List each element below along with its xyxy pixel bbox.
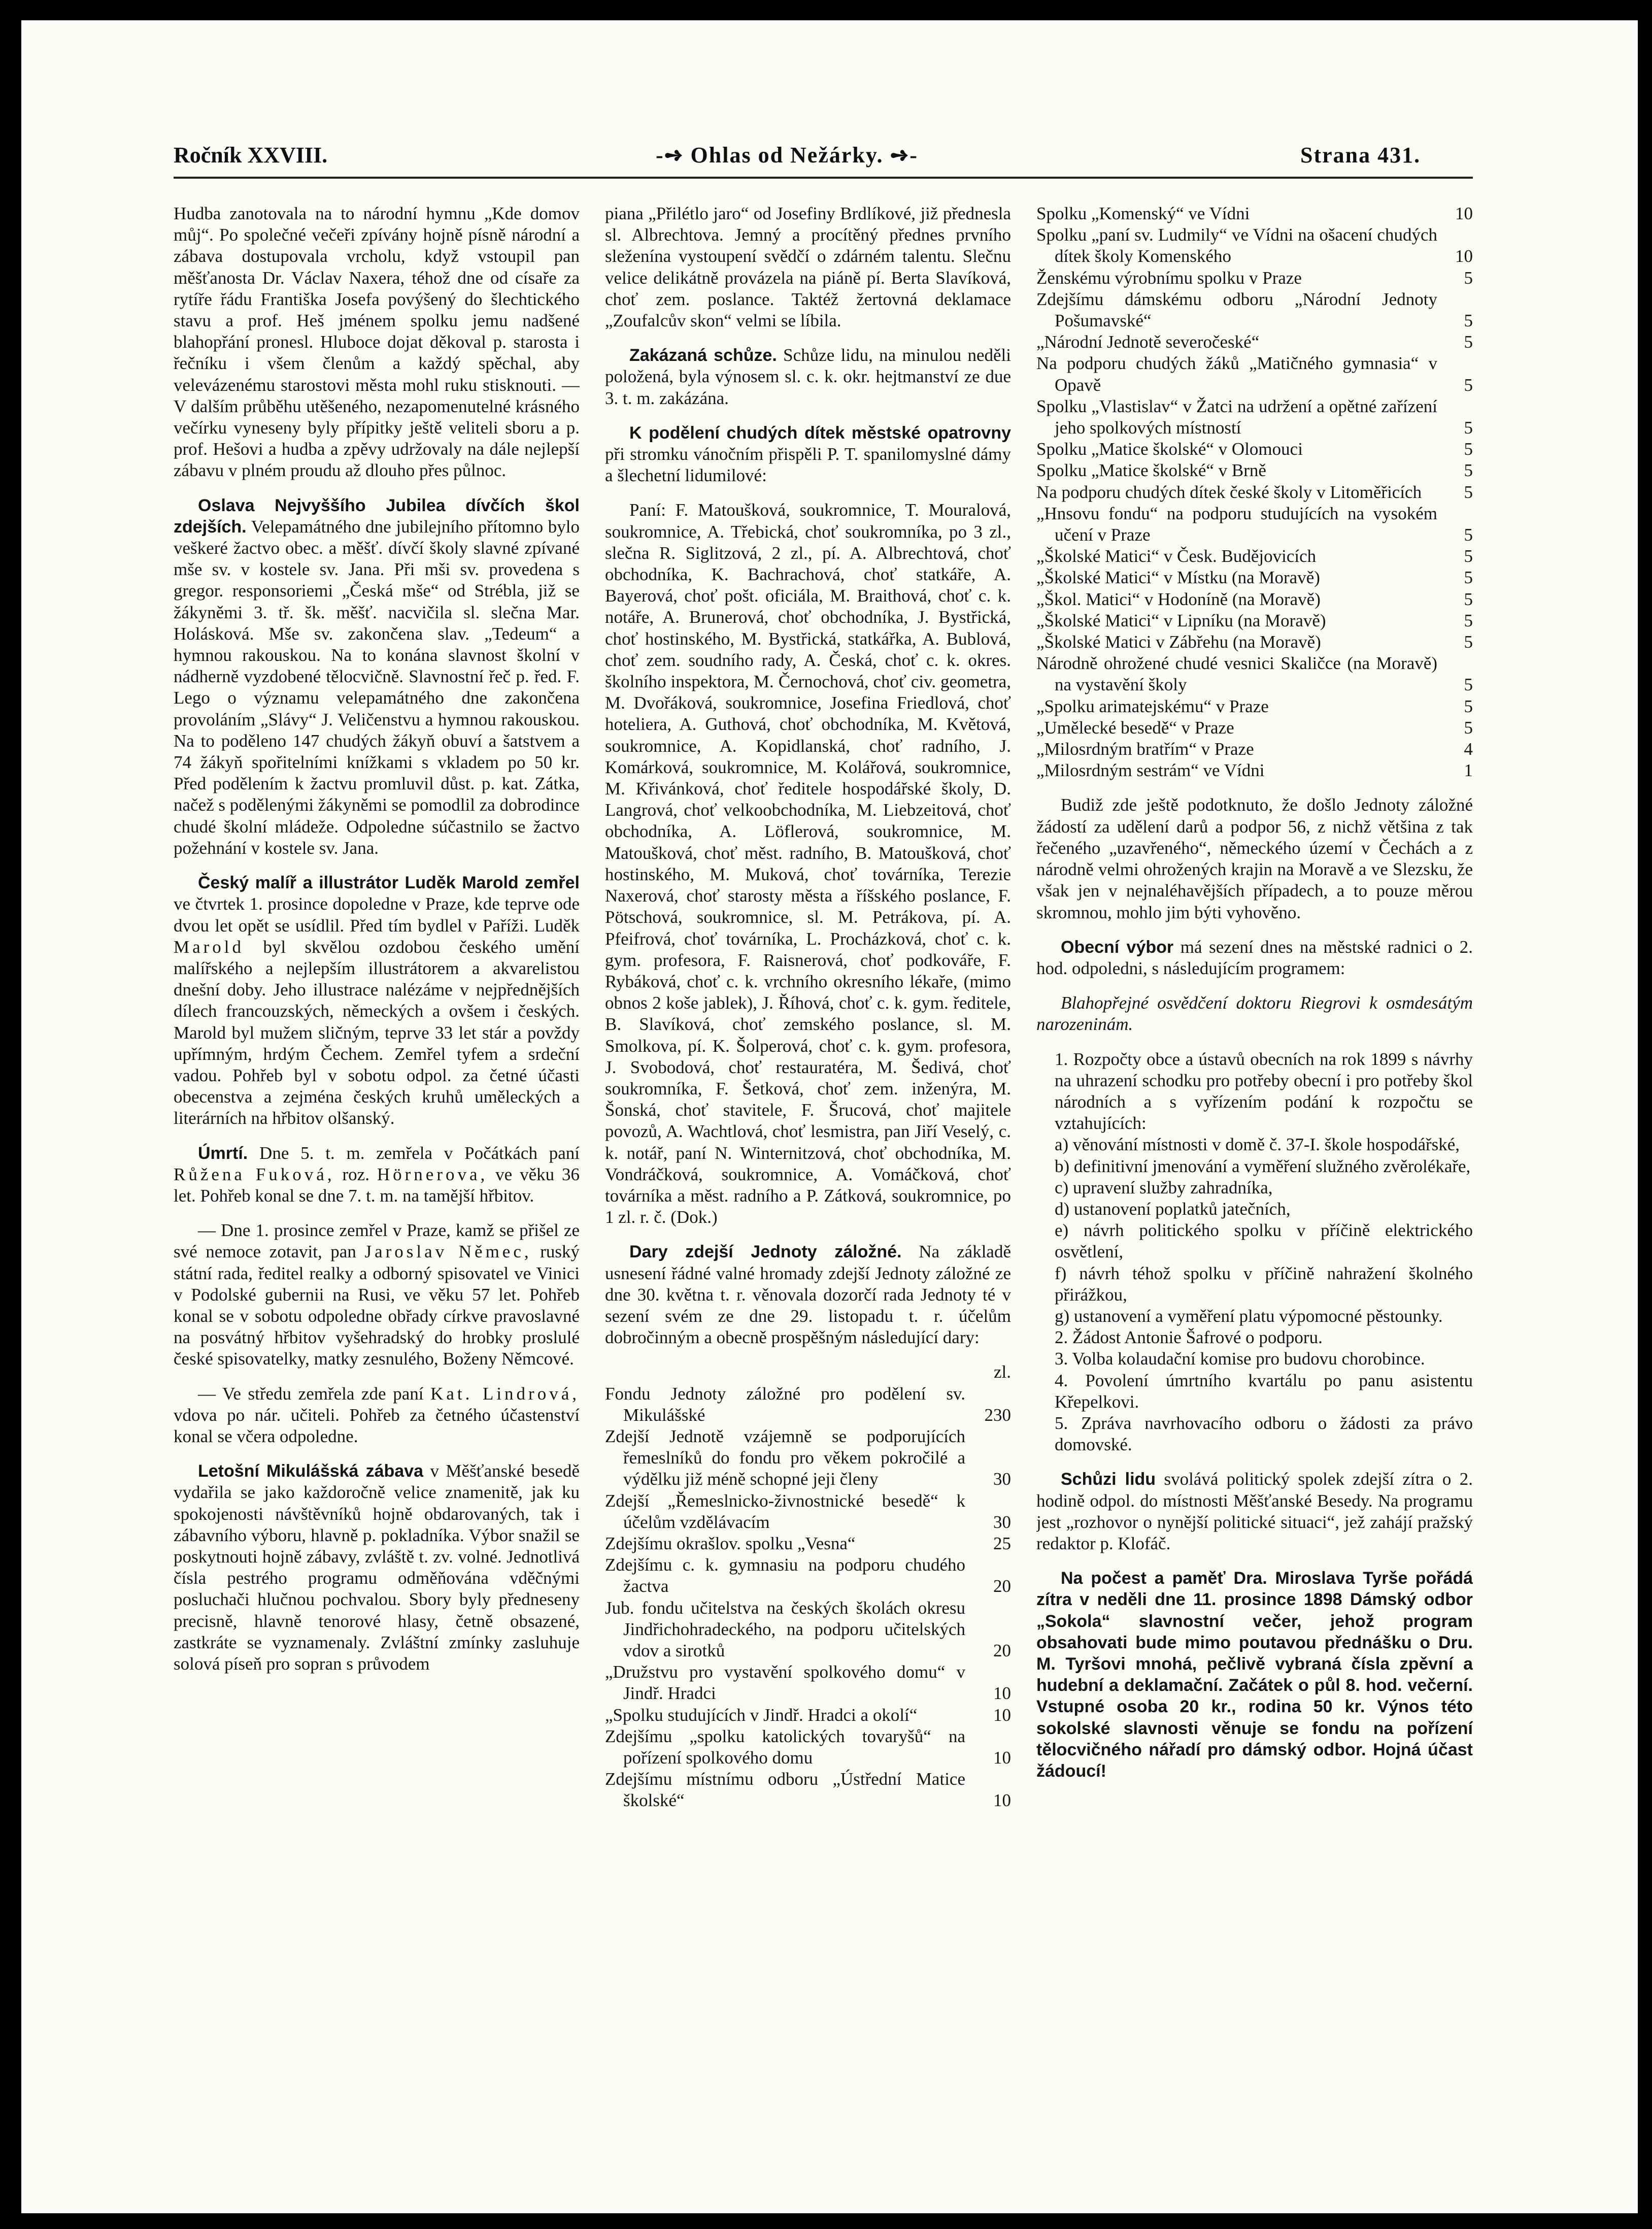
article-obecni-vybor [1036,937,1473,979]
donation-recipient: „Školské Matici“ v Místku (na Moravě) [1036,568,1320,588]
article-body: ruský státní rada, ředitel realky a odborný spisovatel ve Vinici v Podolské gubernii na Rusi, ve věku 57 let. Pohřeb konal se v sobotu odpoledne obřady církve pravoslavné na posvátný hřbitov vyšehradský do hrobky proslulé české spisovatelky, matky zesnulého, Boženy Němcové. [174,1242,580,1369]
donation-recipient: Spolku „paní sv. Ludmily“ ve Vídni na ošacení chudých dítek školy Komenského [1036,225,1437,267]
donation-recipient: Zdejší „Řemeslnicko-živnostnické besedě“ k účelům vzdělávacím [605,1490,965,1532]
donation-amount: 5 [1464,375,1473,395]
donation-recipient: Zdejšímu „spolku katolických tovaryšů“ na pořízení spolkového domu [605,1726,965,1768]
program-item: 2. Žádost Antonie Šafrové o podporu. [1055,1327,1323,1348]
donation-row [605,1426,1011,1490]
article-body: — Ve středu zemřela zde paní [198,1383,424,1404]
newspaper-title: -➺ Ohlas od Nežárky. ➺- [656,143,918,168]
article-body: v Měšťanské besedě vydařila se jako každoročně velice znamenitě, jak ku spokojenosti návštěvníků hojně obdarovaných, tak i zábavního výboru, hlavně p. pokladníka. Výbor snažil se poskytnouti hojně zábavy, zvláště t. zv. volné. Jednotlivá čísla pestrého programu odměňována vděčnými posluchači hlučnou pochvalou. Sbory byly předneseny precisně, hlavně tenorové hlasy, četně obsazené, zastkráte se vyznamenaly. Zvláštní zmínky zasluhuje solová píseň pro sopran s průvodem [174,1461,580,1674]
donation-amount: 4 [1464,739,1473,759]
donation-row [1036,203,1473,224]
donation-row [605,1598,1011,1662]
donation-recipient: Zdejší Jednotě vzájemně se podporujících řemeslníků do fondu pro věkem pokročilé a výdělku již méně schopné jeji členy [605,1426,965,1489]
article-heading: Letošní Mikulášská zábava [198,1461,424,1481]
article-body: svolává politický spolek zdejší zítra o 2. hodině odpol. do místnosti Měšťanské Besedy. Na programu jest „rozhovor o nynější politické situaci“, jež zahájí pražský redaktor p. Klofáč. [1036,1469,1473,1553]
program-item: d) ustanovení poplatků jatečních, [1055,1199,1291,1219]
article-body: — Dne 1. prosince zemřel v Praze, kamž se přišel ze své nemoce zotavit, pan [174,1220,580,1262]
donation-recipient: Fondu Jednoty záložné pro podělení sv. Mikulášské [605,1383,965,1425]
donation-row [1036,353,1473,395]
article-heading: Obecní výbor [1061,937,1174,957]
donation-row [605,1490,1011,1533]
donation-amount: 5 [1464,439,1473,459]
donation-list [605,1383,1011,1812]
donation-recipient: Národně ohrožené chudé vesnici Skaličce (na Moravě) na vystavění školy [1036,653,1437,695]
article-body: ve věku 36 let. Pohřeb konal se dne 7. t. m. na tamější hřbitov. [174,1164,580,1206]
program-item: 3. Volba kolaudační komise pro budovu chorobince. [1055,1349,1425,1369]
donation-recipient: Zdejšímu dámskému odboru „Národní Jednoty Pošumavské“ [1036,289,1437,331]
article-paragraph [174,1220,580,1370]
donation-recipient: Na podporu chudých žáků „Matičného gymnasia“ v Opavě [1036,353,1437,395]
donation-row [1036,331,1473,353]
page-header [21,127,1638,183]
column-3 [1036,203,1473,2091]
donation-recipient: Spolku „Matice školské“ v Brně [1036,460,1266,481]
donation-recipient: Spolku „Matice školské“ v Olomouci [1036,439,1303,459]
article-body: Na základě usnesení řádné valné hromady zdejší Jednoty záložné ze dne 30. května t. r. věnovala dozorčí rada Jednoty té v sezení svém ze dne 29. listopadu t. r. účelům dobročinným a obecně prospěšným následující dary: [605,1242,1011,1348]
donation-row [1036,696,1473,717]
donation-row [605,1533,1011,1554]
article-podeleni [605,422,1011,487]
donation-recipient: „Hnsovu fondu“ na podporu studujících na vysokém učení v Praze [1036,503,1437,545]
donation-recipient: „Milosrdným sestrám“ ve Vídni [1036,760,1265,781]
donation-recipient: „Spolku arimatejskému“ v Praze [1036,696,1269,716]
donation-amount: 5 [1464,610,1473,630]
donation-amount: 10 [993,1683,1011,1704]
article-heading: Oslava Nejvyššího Jubilea dívčích škol zdejších. [174,495,580,537]
article-dary [605,1241,1011,1348]
donation-amount: 5 [1464,311,1473,331]
donation-row [1036,396,1473,439]
spaced-name: Hörnerova, [377,1164,488,1184]
donation-row [605,1769,1011,1811]
donation-amount: 25 [993,1533,1011,1553]
program-item: c) upravení služby zahradníka, [1055,1177,1273,1197]
donation-row [605,1726,1011,1769]
donation-row [1036,589,1473,610]
article-zakazana [605,345,1011,409]
donation-recipient: „Družstvu pro vystavění spolkového domu“ v Jindř. Hradci [605,1662,965,1704]
article-body: má sezení dnes na městské radnici o 2. hod. odpoledni, s následujícím programem: [1036,937,1473,978]
program-item: a) věnování místnosti v domě č. 37-I. škole hospodářské, [1055,1135,1460,1155]
currency-unit: zl. [993,1362,1011,1382]
article-body: Velepamátného dne jubilejního přítomno bylo veškeré žactvo obec. a měšť. dívčí školy slavné zpívané mše sv. v kostele sv. Jana. Při mši sv. provedena s gregor. responsoriemi „Česká mše“ od Stréblа, již se žákyněmi 3. tř. šk. měšť. nacvičila sl. slečna Mar. Holásková. Mše sv. zakončena slav. „Tedeum“ a hymnou rakouskou. Na to konána slavnost školní v nádherně vyzdobené tělocvičně. Slavnostní řeč p. řed. F. Lego o významu velepamátného dne zakončena provoláním „Slávy“ J. Veličenstvu a hymnou rakouskou. Na to poděleno 147 chudých žákyň obuví a šatstvem a 74 žákyň spořitelními knížkami s vkladem po 50 kr. Před podělením k žactvu promluvil důst. p. kat. Zátka, načež s podělenými žákyněmi se pomodlil za dobrodince chudé školní mládeže. Odpoledne súčastnilo se žactvo požehnání v kostele sv. Jana. [174,516,580,858]
page-number: Strana 431. [1300,143,1421,168]
article-body: byl skvělou ozdobou českého umění malířského a nejlepším illustrátorem a akvarelistou dnešní doby. Jeho illustrace nalézáme v nejpřednějších dílech francouzských, německých a ovšem i českých. Marold byl mužem sličným, teprve 33 let stár a povždy upřímným, hrdým Čechem. Zemřel tyfem a srdeční vadou. Pohřeb byl v sobotu odpol. za četné účasti obecenstva a zejména českých kruhů uměleckých a literárních na hřbitov olšanský. [174,937,580,1128]
donation-amount: 20 [993,1641,1011,1660]
donation-row [1036,503,1473,546]
signature: (Dok.) [670,1207,718,1227]
donation-row [605,1661,1011,1704]
donation-recipient: „Národní Jednotě severočeské“ [1036,332,1260,352]
donation-row [1036,739,1473,760]
donation-amount: 1 [1464,760,1473,781]
article-heading: Na počest a paměť Dra. Miroslava Tyrše [1061,1569,1408,1588]
program-item: 5. Zpráva navrhovacího odboru o žádosti za právo domovské. [1055,1413,1473,1455]
donation-amount: 5 [1464,525,1473,545]
column-1 [174,203,580,2091]
donation-row [1036,610,1473,631]
spaced-name: Jaroslav Němec, [364,1242,532,1262]
article-heading: Úmrtí. [198,1143,248,1163]
donation-recipient: „Umělecké besedě“ v Praze [1036,717,1234,738]
donation-row [1036,631,1473,653]
article-heading: Zakázaná schůze. [629,346,777,365]
donation-recipient: Zdejšímu okrašlov. spolku „Vesna“ [605,1533,856,1553]
article-marold [174,872,580,1129]
donation-recipient: Na podporu chudých dítek české školy v Litoměřicích [1036,482,1422,502]
program-item: g) ustanovení a vyměření platu výpomocné pěstounky. [1055,1306,1443,1326]
donation-amount: 230 [984,1405,1011,1425]
donation-amount: 10 [993,1748,1011,1768]
donation-row [1036,289,1473,331]
donation-amount: 10 [993,1705,1011,1725]
donation-amount: 5 [1464,717,1473,738]
article-body: ve čtvrtek 1. prosince dopoledne v Praze, kde teprve ode dvou let opět se usídlil. Před tím bydlel v Paříži. Luděk [174,894,580,936]
article-body: Schůze lidu, na minulou neděli položená, byla výnosem sl. c. k. okr. hejtmanství ze due 3. t. m. zakázána. [605,345,1011,408]
volume-label: Ročník XXVIII. [174,143,328,168]
donation-amount: 10 [993,1790,1011,1811]
donation-amount: 5 [1464,460,1473,481]
donation-recipient: Zdejšímu c. k. gymnasiu na podporu chudého žactva [605,1555,965,1596]
article-body: Dne 5. t. m. zemřela v Počátkách paní [259,1143,580,1163]
article-heading: Schůzi lidu [1061,1470,1156,1489]
program-item: b) definitivní jmenování a vyměření služného zvěrolékaře, [1055,1156,1471,1176]
donation-amount: 5 [1464,568,1473,588]
donation-recipient: „Škol. Matici“ v Hodoníně (na Moravě) [1036,589,1321,609]
article-umrti [174,1143,580,1207]
donation-row [1036,760,1473,781]
article-oslava [174,495,580,859]
donation-amount: 5 [1464,268,1473,288]
spaced-name: Růžena Fuková, [174,1164,335,1184]
article-schuze [1036,1469,1473,1554]
donation-row [1036,268,1473,289]
article-body: pořádá zítra v neděli dne 11. prosince 1898 Dámský odbor „Sokola“ slavnostní večer, jehož program obsahovati bude mimo poutavou přednášku o Dru. M. Tyršovi mnohá, pečlivě vybraná čísla zpěvní a hudební a deklamační. Začátek o půl 8. hod. večerní. Vstupné osoba 20 kr., rodina 50 kr. Výnos této sokolské slavnosti věnuje se fondu na pořízení tělocvičného nářadí pro dámský odbor. Hojná účast žádoucí! [1036,1569,1473,1781]
donation-amount: 20 [993,1576,1011,1596]
program-list [1036,1049,1473,1456]
article-paragraph: Budiž zde ještě podotknuto, že došlo Jednoty záložné žádostí za udělení darů a podpor 56, z nichž většina z tak řečeného „uzavřeného“, německého území v Čechách a z národně velmi ohrožených krajin na Moravě a ve Slezsku, že však jen v nejnaléhavějších případech, a to pouze měrou skromnou, mohlo jim býti vyhověno. [1036,795,1473,922]
article-body: vdova po nár. učiteli. Pohřeb za četného účastenství konal se včera odpoledne. [174,1405,580,1446]
donation-recipient: Spolku „Komenský“ ve Vídni [1036,204,1250,223]
header-rule [174,177,1473,179]
article-heading: Český malíř a illustrátor Luděk Marold zemřel [198,873,580,893]
donation-amount: 5 [1464,482,1473,502]
donation-amount: 5 [1464,546,1473,567]
donation-recipient: Jub. fondu učitelstva na českých školách okresu Jindřichohradeckého, na podporu učitelských vdov a sirotků [605,1598,965,1660]
program-item: e) návrh politického spolku v příčině elektrického osvětlení, [1055,1220,1473,1262]
article-tyrs [1036,1568,1473,1782]
donation-row [1036,567,1473,588]
donation-amount: 5 [1464,675,1473,695]
column-2 [605,203,1011,2091]
donation-recipient: Ženskému výrobnímu spolku v Praze [1036,268,1302,288]
article-paragraph: piana „Přilétlo jaro“ od Josefiny Brdlíkové, již přednesla sl. Albrechtova. Jemný a procítěný přednes prvního sleženína vystoupení svědčí o zdárném talentu. Slečnu velice delikátně provázela na piáně pí. Berta Slavíková, choť zem. poslance. Taktéž žertovná deklamace „Zoufalcův skon“ velmi se líbila. [605,204,1011,331]
donation-amount: 5 [1464,418,1473,438]
donation-recipient: „Školské Matici“ v Česk. Budějovicích [1036,546,1317,567]
donor-list [605,500,1011,1228]
program-item: 1. Rozpočty obce a ústavů obecních na rok 1899 s návrhy na uhrazení schodku pro potřeby obecní i pro potřeby škol národních a s vyřízením podání k rozpočtu se vztahujících: [1055,1049,1473,1134]
donation-recipient: „Milosrdným bratřím“ v Praze [1036,739,1254,759]
program-italic: Blahopřejné osvědčení doktoru Riegrovi k osmdesátým narozeninám. [1036,993,1473,1035]
donation-row [1036,546,1473,567]
donation-row [1036,482,1473,503]
program-item: 4. Povolení úmrtního kvartálu po panu asistentu Křepelkovi. [1055,1370,1473,1412]
donation-recipient: „Školské Matici“ v Lipníku (na Moravě) [1036,610,1326,630]
article-mikulas [174,1460,580,1675]
donation-list [1036,203,1473,781]
donation-row [1036,717,1473,739]
donation-amount: 30 [993,1469,1011,1489]
donation-amount: 30 [993,1512,1011,1532]
article-body: Paní: F. Matoušková, soukromnice, T. Mouralová, soukromnice, A. Třebická, choť soukromníka, po 3 zl., slečna R. Siglitzová, 2 zl., pí. A. Albrechtová, choť obchodníka, K. Bachrachová, choť statkáře, A. Bayerová, choť pošt. oficiála, M. Braithová, choť c. k. notáře, A. Brunerová, choť obchodníka, J. Bystřická, choť hostinského, M. Bystřická, statkářka, A. Bublová, choť zem. soudního rady, A. Česká, choť c. k. okres. školního inspektora, M. Černochová, choť civ. geometra, M. Dvořáková, soukromnice, Josefina Friedlová, choť hoteliera, A. Guthová, choť obchodníka, M. Květová, soukromnice, A. Kopidlanská, choť radního, J. Komárková, soukromnice, M. Kolářová, soukromnice, M. Křivánková, choť ředitele hospodářské školy, D. Langrová, choť velkoobchodníka, M. Liebzeitová, choť obchodníka, A. Löflerová, soukromnice, M. Matoušková, choť měst. radního, B. Matoušková, choť hostinského, M. Muková, choť továrníka, Terezie Naxerová, choť starosty města a říšského poslance, F. Pötschová, soukromnice, sl. M. Petrákova, pí. A. Pfeifrová, choť továrníka, L. Procházková, choť c. k. gym. profesora, F. Raisnerová, choť podkováře, F. Rybáková, choť c. k. vrchního okresního lékaře, (mimo obnos 2 koše jablek), J. Říhová, choť c. k. gym. ředitele, B. Slavíková, choť zemského poslance, sl. M. Smolkova, pí. K. Šolperová, choť c. k. gym. profesora, J. Svobodová, choť restauratéra, M. Šedivá, choť soukromníka, F. Šetková, choť zem. inženýra, M. Šonská, choť stavitele, F. Šrucová, choť majitele povozů, A. Wachtlová, choť lesmistra, pan Jiří Veselý, c. k. notář, paní N. Winternitzová, choť obchodníka, M. Vondráčková, soukromnice, A. Vomáčková, choť továrníka a měst. radního a P. Zátková, soukromnice, po 1 zl. r. č. [605,500,1011,1227]
donation-amount: 10 [1455,204,1473,223]
newspaper-page [21,20,1638,2213]
donation-row [1036,224,1473,267]
spaced-name: Marold [174,937,245,957]
spaced-name: Kat. Lindrová, [430,1383,580,1404]
donation-amount: 5 [1464,696,1473,716]
donation-amount: 5 [1464,332,1473,352]
program-item: f) návrh téhož spolku v příčině nahražení školného přirážkou, [1055,1263,1473,1305]
article-body: roz. [342,1164,369,1184]
donation-recipient: Zdejšímu místnímu odboru „Ústřední Matice školské“ [605,1769,965,1811]
donation-amount: 5 [1464,589,1473,609]
donation-row [605,1383,1011,1426]
donation-recipient: „Školské Matici v Zábřehu (na Moravě) [1036,632,1321,652]
donation-recipient: Spolku „Vlastislav“ v Žatci na udržení a opětné zařízení jeho spolkových místností [1036,396,1437,438]
article-body: při stromku vánočním přispěli P. T. spanilomyslné dámy a šlechetní lidumilové: [605,444,1011,486]
article-heading: K podělení chudých dítek městské opatrovny [629,423,1011,443]
article-heading: Dary zdejší Jednoty záložné. [629,1242,902,1262]
article-paragraph [174,1383,580,1448]
article-paragraph: Hudba zanotovala na to národní hymnu „Kde domov můj“. Po společné večeři zpívány hojně písně národní a zábava dostupovala vrcholu, když vstoupil pan měšťanosta Dr. Václav Naxera, téhož dne od císaře za rytíře řádu Františka Josefa povýšený do šlechtického stavu a prof. Heš jménem spolku jemu nadšené blahopřání pronesl. Hluboce dojat děkoval p. starosta i řečníku i všem členům a každý spěchal, aby velevázenému starostovi města mohl ruku stisknouti. — V dalším průběhu utěšeného, nezapomenutelné krásného večírku vyneseny byly přípitky ještě veliteli sboru a p. prof. Hešovi a hudba a zpěvy udržovaly na dále nejlepší zábavu v plném proudu až dlouho přes půlnoc. [174,204,580,481]
donation-recipient: „Spolku studujících v Jindř. Hradci a okolí“ [605,1705,918,1725]
donation-row [1036,653,1473,695]
donation-amount: 5 [1464,632,1473,652]
donation-row [1036,439,1473,460]
donation-row [605,1554,1011,1597]
donation-amount: 10 [1455,246,1473,267]
donation-row [1036,460,1473,481]
donation-row [605,1705,1011,1726]
